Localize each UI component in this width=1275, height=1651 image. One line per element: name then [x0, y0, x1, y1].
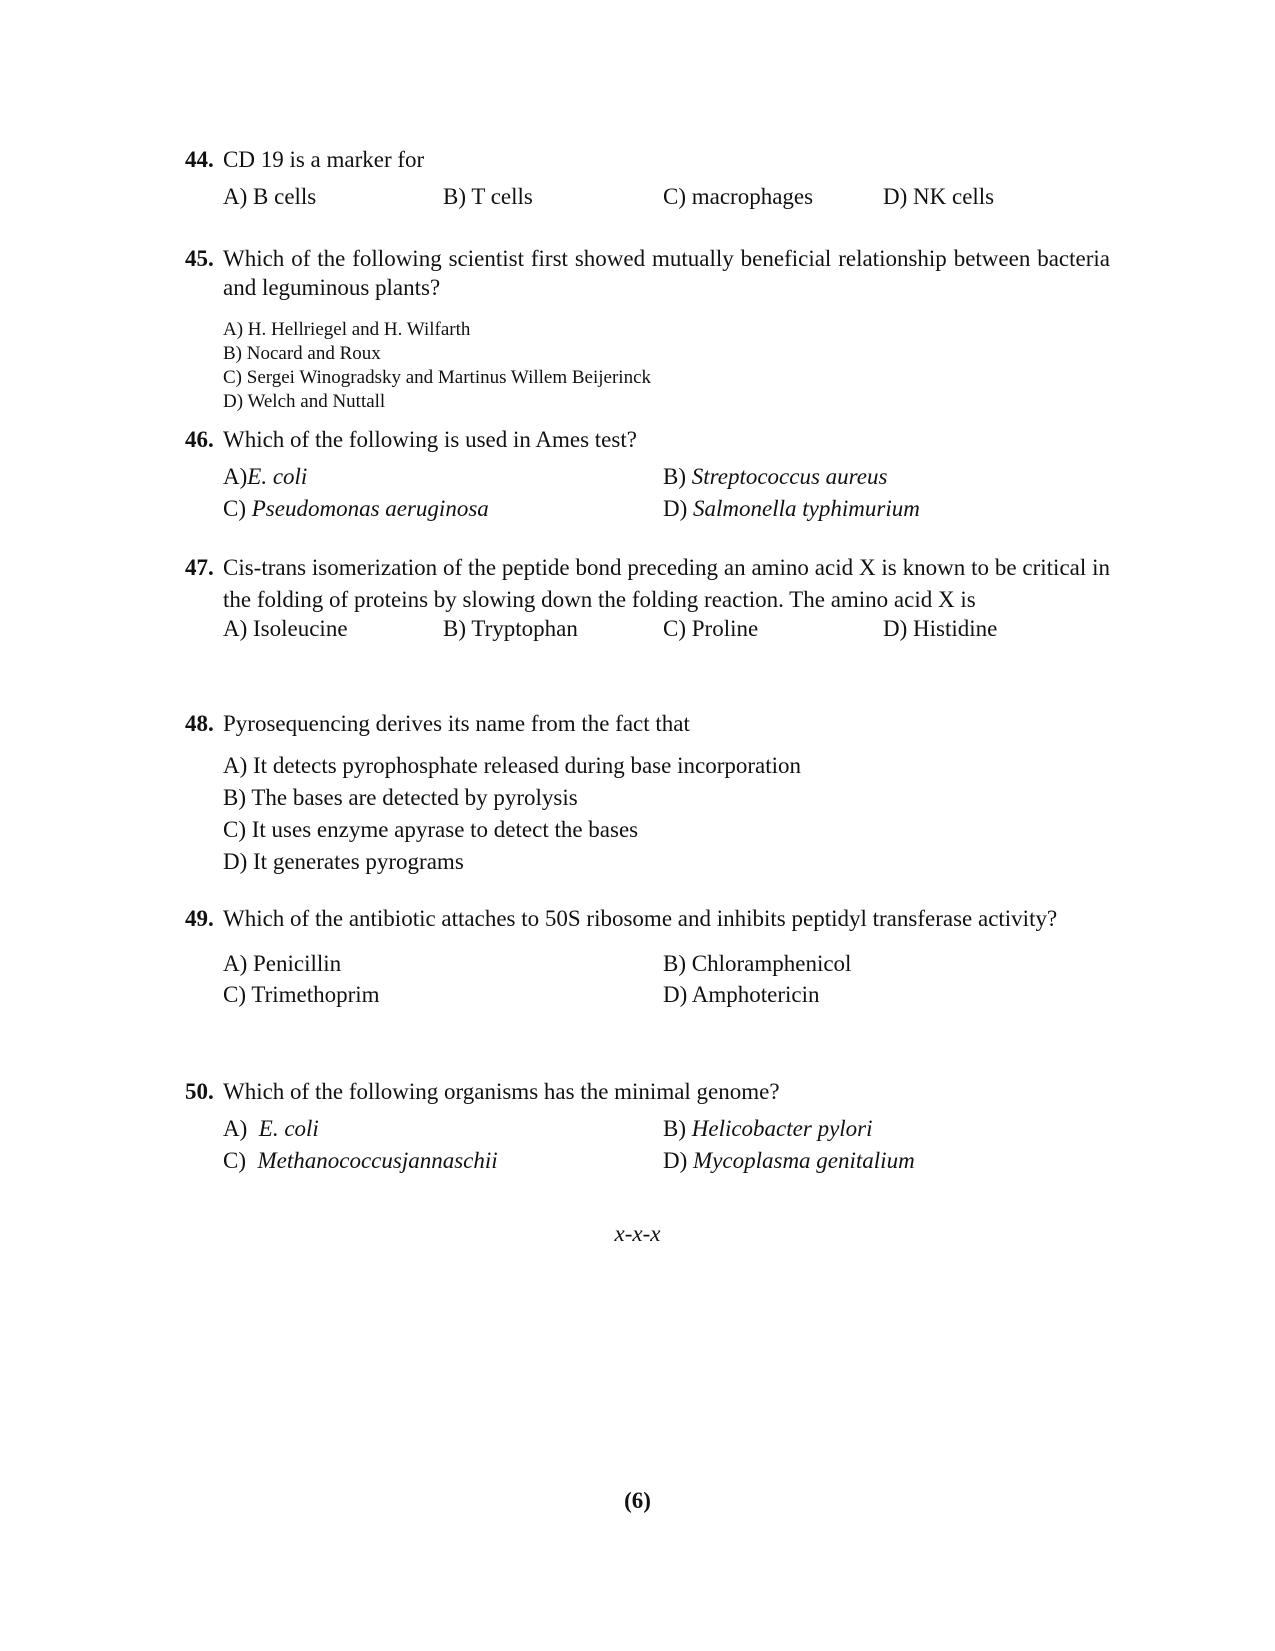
option-b: B) T cells [443, 184, 533, 209]
question-text: Which of the following organisms has the minimal genome? [223, 1079, 780, 1104]
option-b: B) Nocard and Roux [223, 343, 381, 364]
question-text: CD 19 is a marker for [223, 147, 425, 172]
question-number: 48. [185, 711, 214, 736]
question-number: 46. [185, 427, 214, 452]
option-a: A) It detects pyrophosphate released during base incorporation [223, 753, 801, 778]
option-b: B) Streptococcus aureus [663, 464, 888, 489]
options [223, 1116, 1110, 1186]
option-c: C) Trimethoprim [223, 982, 380, 1007]
options [223, 750, 1110, 878]
option-d: D) NK cells [883, 184, 995, 209]
question-text: Cis-trans isomerization of the peptide bond preceding an amino acid X is known to be critical in the folding of proteins by slowing down the folding reaction. The amino acid X is [223, 555, 1110, 612]
question-text: Pyrosequencing derives its name from the fact that [223, 711, 690, 736]
option-a: A) E. coli [223, 1116, 319, 1141]
option-a: A)E. coli [223, 464, 308, 489]
organism-name: Helicobacter pylori [691, 1116, 873, 1141]
question-text: Which of the following scientist first showed mutually beneficial relationship between bacteria and leguminous plants? [223, 246, 1110, 300]
option-b: B) Tryptophan [443, 616, 578, 641]
option-d: D) Histidine [883, 616, 998, 641]
option-c: C) Proline [663, 616, 759, 641]
question-47 [185, 552, 1110, 652]
option-c: C) macrophages [663, 184, 814, 209]
organism-name: E. coli [247, 464, 308, 489]
options [223, 616, 1110, 652]
question-44 [185, 143, 1110, 224]
question-number: 44. [185, 147, 214, 172]
question-text: Which of the following is used in Ames test? [223, 427, 637, 452]
option-d: D) It generates pyrograms [223, 849, 464, 874]
option-a: A) H. Hellriegel and H. Wilfarth [223, 319, 471, 340]
option-b: B) Helicobacter pylori [663, 1116, 873, 1141]
options [223, 951, 1110, 1017]
option-a: A) Penicillin [223, 951, 342, 976]
organism-name: Methanococcusjannaschii [257, 1148, 498, 1173]
page-number: (6) [624, 1488, 651, 1513]
question-text: Which of the antibiotic attaches to 50S ribosome and inhibits peptidyl transferase activity? [223, 906, 1058, 931]
organism-name: Pseudomonas aeruginosa [251, 496, 489, 521]
question-number: 47. [185, 555, 214, 580]
question-49 [185, 903, 1110, 1017]
options [223, 464, 1110, 534]
option-c: C) Methanococcusjannaschii [223, 1148, 498, 1173]
option-c: C) It uses enzyme apyrase to detect the bases [223, 817, 639, 842]
option-d: D) Amphotericin [663, 982, 820, 1007]
options [223, 318, 1110, 414]
option-b: B) The bases are detected by pyrolysis [223, 785, 578, 810]
option-c: C) Pseudomonas aeruginosa [223, 496, 489, 521]
option-d: D) Welch and Nuttall [223, 391, 386, 412]
end-mark: x-x-x [614, 1221, 661, 1246]
options [223, 184, 1110, 224]
organism-name: Streptococcus aureus [691, 464, 888, 489]
organism-name: E. coli [258, 1116, 319, 1141]
question-number: 50. [185, 1079, 214, 1104]
question-45 [185, 244, 1110, 414]
organism-name: Salmonella typhimurium [693, 496, 920, 521]
option-c: C) Sergei Winogradsky and Martinus Willem Beijerinck [223, 367, 652, 388]
question-number: 45. [185, 246, 214, 271]
option-d: D) Mycoplasma genitalium [663, 1148, 915, 1173]
option-a: A) B cells [223, 184, 317, 209]
option-d: D) Salmonella typhimurium [663, 496, 920, 521]
question-50 [185, 1075, 1110, 1186]
question-number: 49. [185, 906, 214, 931]
option-a: A) Isoleucine [223, 616, 348, 641]
organism-name: Mycoplasma genitalium [693, 1148, 915, 1173]
question-48 [185, 707, 1110, 878]
option-b: B) Chloramphenicol [663, 951, 852, 976]
question-46 [185, 423, 1110, 534]
